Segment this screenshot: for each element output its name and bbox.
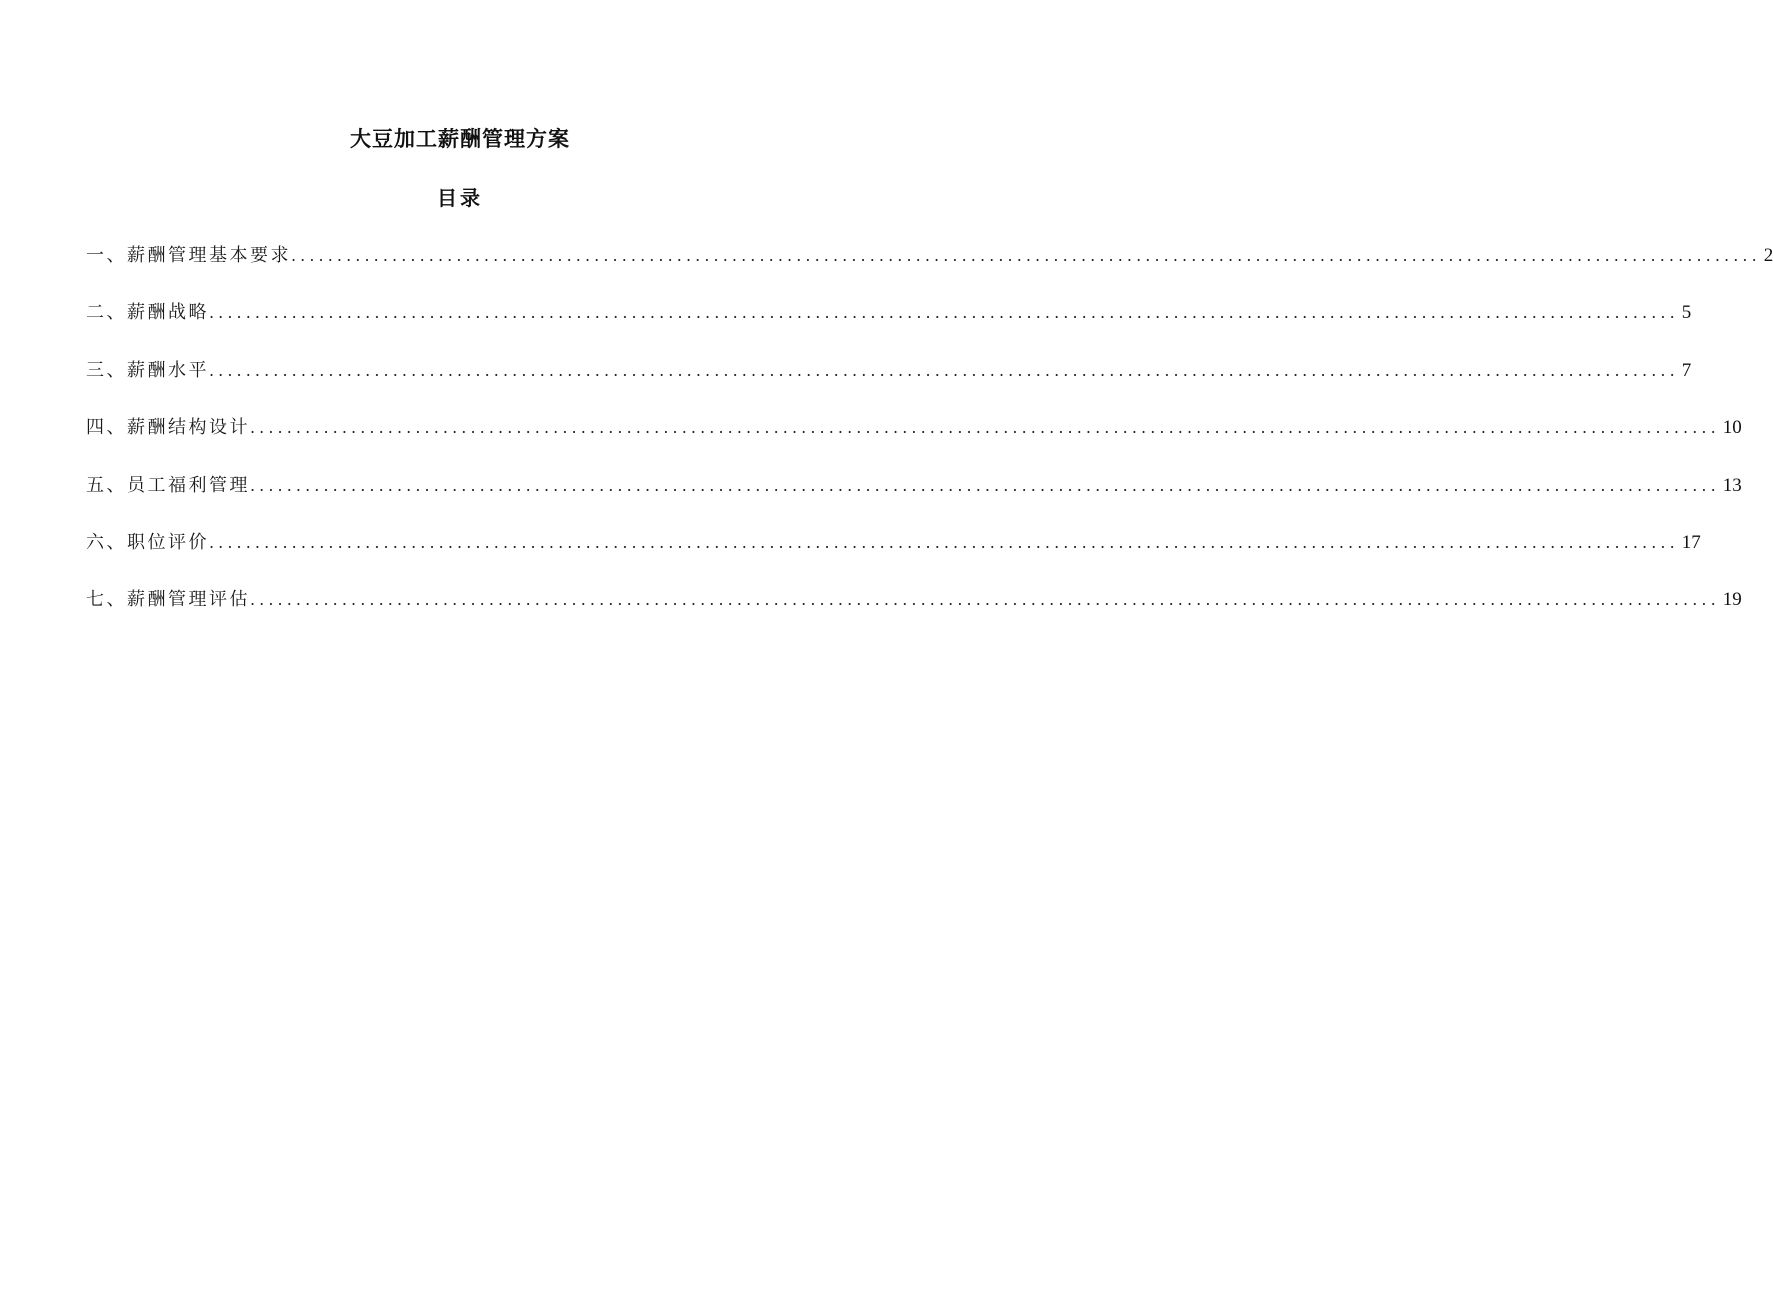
document-title: 大豆加工薪酬管理方案 — [350, 126, 570, 151]
toc-leader-dots: ................................................................................................................................................................ — [250, 475, 1720, 495]
toc-entry-page-number: 13 — [1722, 474, 1742, 496]
toc-entry-label: 六、职位评价 — [86, 531, 209, 553]
toc-entry-label: 四、薪酬结构设计 — [86, 417, 250, 439]
toc-entry-page-number: 17 — [1681, 531, 1701, 553]
toc-entry-label: 三、薪酬水平 — [86, 359, 209, 381]
toc-leader-dots: ................................................................................................................................................................ — [209, 532, 1679, 552]
table-of-contents — [86, 242, 1773, 644]
toc-entry-page-number: 5 — [1681, 302, 1692, 324]
toc-leader-dots: ................................................................................................................................................................ — [291, 246, 1761, 265]
toc-leader-dots: ................................................................................................................................................................ — [209, 360, 1679, 380]
toc-entry[interactable] — [86, 242, 1773, 299]
toc-entry-page-number: 2 — [1763, 245, 1773, 266]
toc-entry-label: 七、薪酬管理评估 — [86, 589, 250, 611]
toc-entry[interactable] — [86, 529, 1701, 586]
toc-entry-label: 五、员工福利管理 — [86, 474, 250, 496]
toc-entry-page-number: 10 — [1722, 417, 1742, 439]
toc-leader-dots: ................................................................................................................................................................ — [209, 303, 1679, 323]
toc-entry-label: 二、薪酬战略 — [86, 302, 209, 324]
toc-entry[interactable] — [86, 299, 1692, 356]
toc-entry[interactable] — [86, 472, 1742, 529]
toc-entry-page-number: 19 — [1722, 589, 1742, 611]
toc-leader-dots: ................................................................................................................................................................ — [250, 590, 1720, 610]
toc-entry[interactable] — [86, 414, 1742, 471]
toc-heading: 目录 — [437, 186, 483, 210]
toc-entry[interactable] — [86, 586, 1742, 643]
toc-entry-page-number: 7 — [1681, 359, 1692, 381]
toc-entry-label: 一、薪酬管理基本要求 — [86, 245, 291, 266]
toc-leader-dots: ................................................................................................................................................................ — [250, 418, 1720, 438]
toc-entry[interactable] — [86, 357, 1692, 414]
